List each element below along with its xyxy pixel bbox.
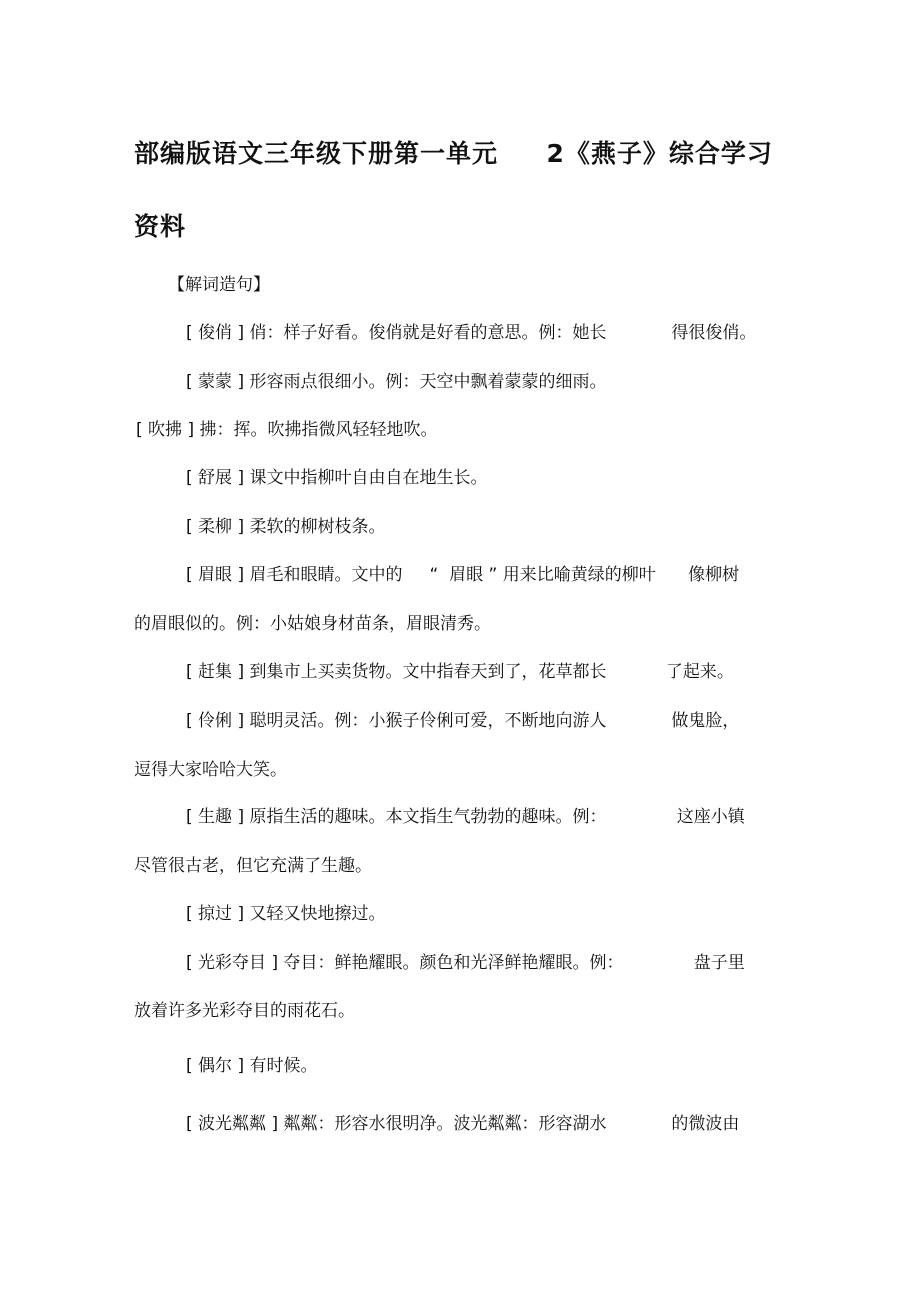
glossary-entry-boguanglinlin: [ 波光粼粼 ] 粼粼：形容水很明净。波光粼粼：形容湖水 的微波由 [186, 1114, 740, 1134]
glossary-entry-shengqu: [ 生趣 ] 原指生活的趣味。本文指生气勃勃的趣味。例： 这座小镇 [186, 807, 745, 827]
glossary-entry-rouliu: [ 柔柳 ] 柔软的柳树枝条。 [186, 517, 386, 537]
glossary-entry-lingli-cont: 逗得大家哈哈大笑。 [134, 760, 287, 780]
glossary-entry-meiyan-cont: 的眉眼似的。例：小姑娘身材苗条，眉眼清秀。 [134, 614, 491, 634]
document-title-line-2: 资料 [134, 212, 187, 241]
glossary-entry-meiyan: [ 眉眼 ] 眉毛和眼睛。文中的 “ 眉眼 ” 用来比喻黄绿的柳叶 像柳树 [186, 565, 740, 585]
glossary-entry-chuifu: [ 吹拂 ] 拂：挥。吹拂指微风轻轻地吹。 [136, 420, 438, 440]
glossary-entry-shuzhan: [ 舒展 ] 课文中指柳叶自由自在地生长。 [186, 468, 488, 488]
glossary-entry-guangcaiduomu-cont: 放着许多光彩夺目的雨花石。 [134, 1001, 355, 1021]
glossary-entry-ganji: [ 赶集 ] 到集市上买卖货物。文中指春天到了，花草都长 了起来。 [186, 662, 734, 682]
glossary-entry-mengmeng: [ 蒙蒙 ] 形容雨点很细小。例：天空中飘着蒙蒙的细雨。 [186, 372, 607, 392]
section-heading: 【解词造句】 [168, 275, 270, 295]
glossary-entry-lingli: [ 伶俐 ] 聪明灵活。例：小猴子伶俐可爱，不断地向游人 做鬼脸， [186, 711, 740, 731]
glossary-entry-guangcaiduomu: [ 光彩夺目 ] 夺目：鲜艳耀眼。颜色和光泽鲜艳耀眼。例： 盘子里 [186, 953, 745, 973]
glossary-entry-lveguo: [ 掠过 ] 又轻又快地擦过。 [186, 904, 386, 924]
document-title-line-1: 部编版语文三年级下册第一单元 2《燕子》综合学习 [134, 139, 773, 168]
glossary-entry-junqiao: [ 俊俏 ] 俏：样子好看。俊俏就是好看的意思。例：她长 得很俊俏。 [186, 323, 757, 343]
glossary-entry-ouer: [ 偶尔 ] 有时候。 [186, 1056, 318, 1076]
glossary-entry-shengqu-cont: 尽管很古老，但它充满了生趣。 [134, 856, 372, 876]
